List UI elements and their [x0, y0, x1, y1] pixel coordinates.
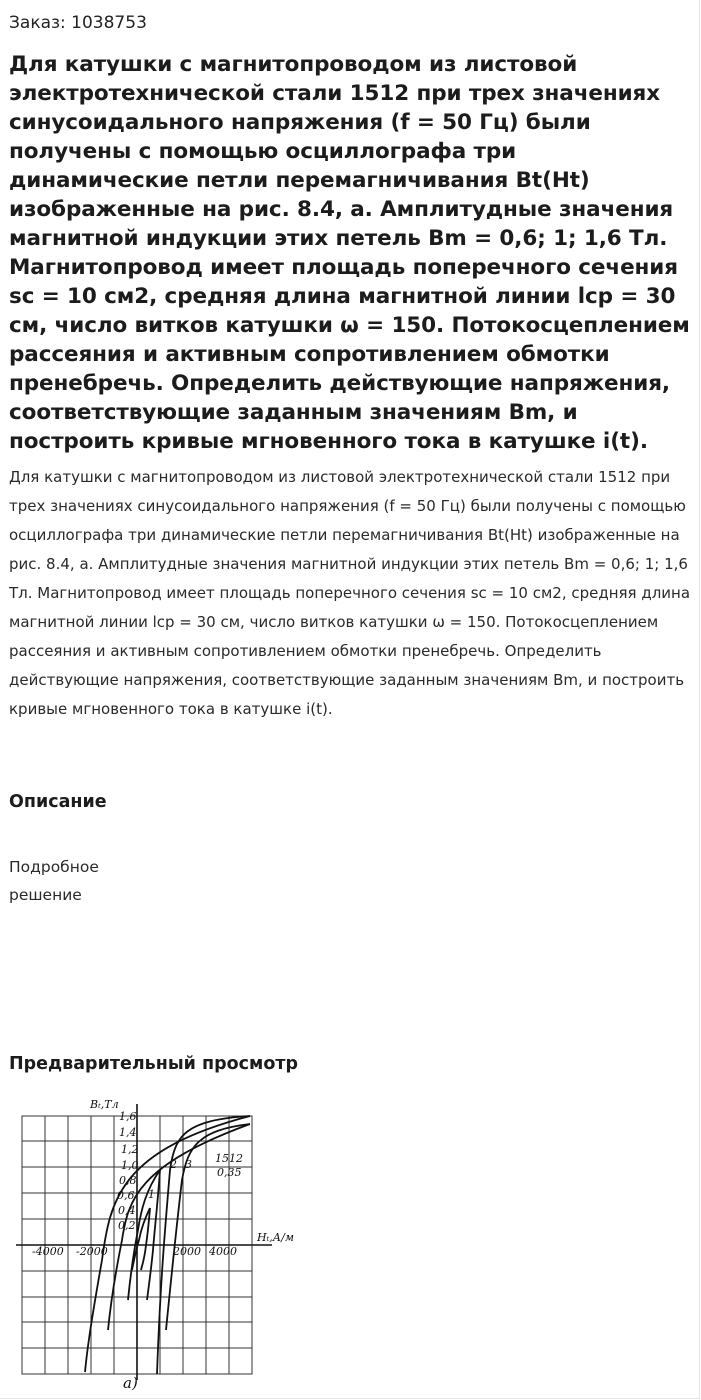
curve-label-3: 3 [185, 1158, 192, 1171]
y-tick-label: 1,0 [121, 1159, 139, 1172]
task-title: Для катушки с магнитопроводом из листовой электротехнической стали 1512 при трех значениях синусоидального напряжения (f = 50 Гц) были получены с помощью осциллографа три динамические петли перемагничивания Bt(Ht) изображенные на рис. 8.4, а. Амплитудные значения магнитной индукции этих петель Bm = 0,6; 1; 1,6 Тл. Магнитопровод имеет площадь поперечного сечения sc = 10 см2, средняя длина магнитной линии lср = 30 см, число витков катушки ω = 150. Потокосцеплением рассеяния и активным сопротивлением обмотки пренебречь. Определить действующие напряжения, соответствующие заданным значениям Bm, и построить кривые мгновенного тока в катушке i(t). [9, 52, 690, 454]
thickness-label: 0,35 [217, 1166, 242, 1179]
description-line-2: решение [9, 886, 82, 904]
y-tick-label: 1,4 [119, 1126, 137, 1139]
figure-caption: а) [123, 1374, 138, 1392]
y-tick-label: 1,2 [121, 1143, 139, 1156]
figure-axes [16, 1104, 272, 1380]
description-line-1: Подробное [9, 858, 99, 876]
y-tick-label: 1,6 [119, 1110, 137, 1123]
y-tick-label: 0,8 [119, 1174, 137, 1187]
y-axis-label: Bₜ,Тл [90, 1098, 119, 1111]
curve-label-1: 1 [148, 1188, 155, 1201]
x-tick-label: 4000 [209, 1245, 237, 1258]
preview-image [10, 1090, 310, 1395]
y-tick-label: 0,4 [118, 1204, 136, 1217]
material-label: 1512 [215, 1152, 243, 1165]
y-tick-label: 0,2 [118, 1219, 136, 1232]
y-tick-label: 0,6 [117, 1189, 135, 1202]
description-text [9, 853, 209, 909]
order-number: Заказ: 1038753 [9, 13, 147, 33]
description-heading: Описание [9, 792, 107, 812]
x-axis-label: Hₜ,А/м [257, 1231, 294, 1244]
curve-label-2: 2 [170, 1158, 177, 1171]
task-body: Для катушки с магнитопроводом из листовой электротехнической стали 1512 при трех значениях синусоидального напряжения (f = 50 Гц) были получены с помощью осциллографа три динамические петли перемагничивания Bt(Ht) изображенные на рис. 8.4, а. Амплитудные значения магнитной индукции этих петель Bm = 0,6; 1; 1,6 Тл. Магнитопровод имеет площадь поперечного сечения sc = 10 см2, средняя длина магнитной линии lср = 30 см, число витков катушки ω = 150. Потокосцеплением рассеяния и активным сопротивлением обмотки пренебречь. Определить действующие напряжения, соответствующие заданным значениям Bm, и построить кривые мгновенного тока в катушке i(t). [9, 468, 691, 718]
preview-heading: Предварительный просмотр [9, 1054, 299, 1074]
x-tick-label: -4000 [32, 1245, 64, 1258]
x-tick-label: 2000 [173, 1245, 201, 1258]
hysteresis-figure [10, 1090, 310, 1395]
x-tick-label: -2000 [76, 1245, 108, 1258]
